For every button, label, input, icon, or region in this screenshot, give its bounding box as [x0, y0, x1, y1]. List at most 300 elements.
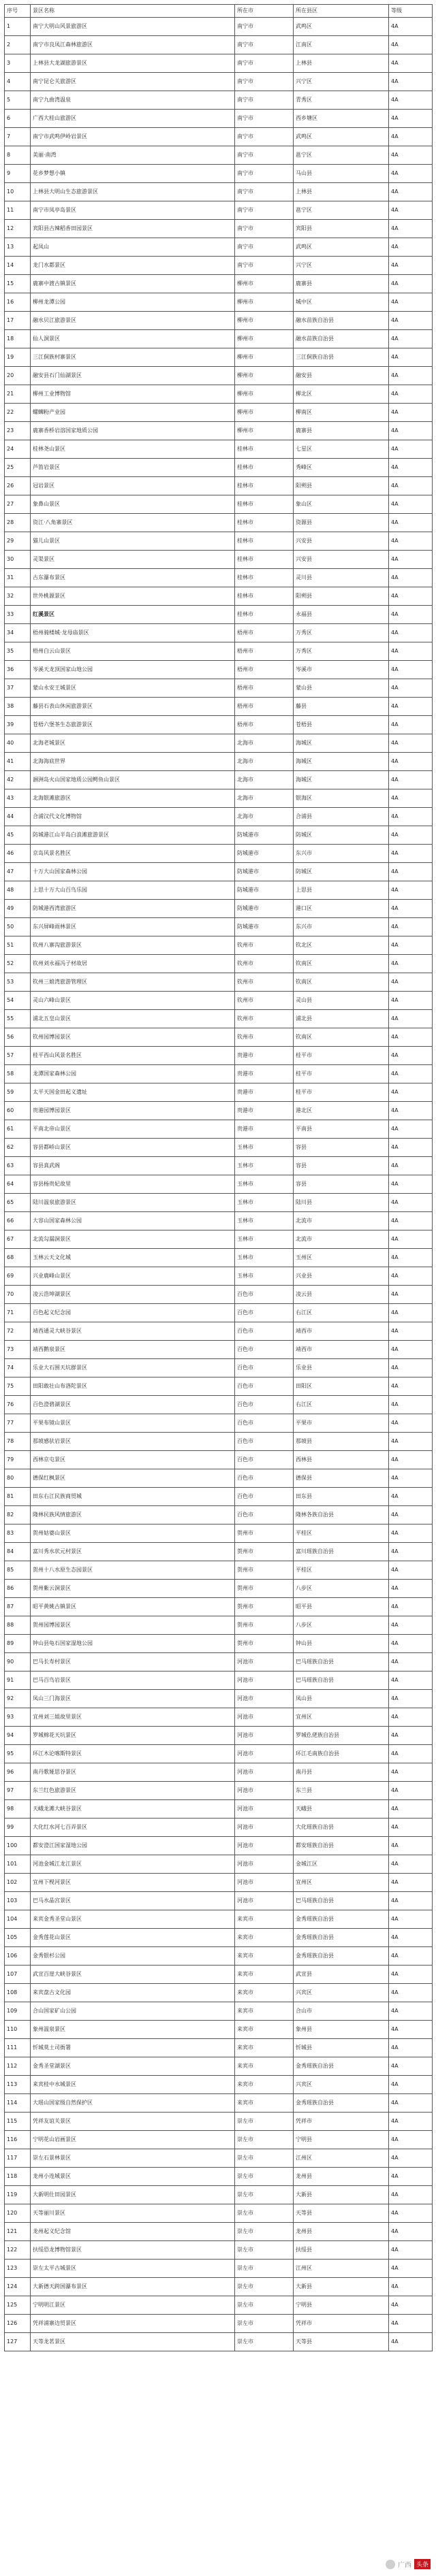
row-serial: 16 — [5, 293, 31, 312]
row-district: 秀峰区 — [294, 459, 389, 477]
row-city: 河池市 — [235, 1653, 294, 1672]
row-serial: 64 — [5, 1175, 31, 1194]
row-grade: 4A — [389, 1047, 433, 1065]
table-row — [5, 110, 433, 128]
row-city: 贺州市 — [235, 1580, 294, 1598]
row-serial: 93 — [5, 1708, 31, 1727]
table-row — [5, 1175, 433, 1194]
table-row — [5, 1800, 433, 1819]
row-city: 桂林市 — [235, 514, 294, 532]
row-grade: 4A — [389, 257, 433, 275]
row-grade: 4A — [389, 495, 433, 514]
row-grade: 4A — [389, 183, 433, 201]
row-grade: 4A — [389, 275, 433, 293]
row-district: 凤山县 — [294, 1690, 389, 1708]
row-city: 梧州市 — [235, 661, 294, 679]
row-serial: 118 — [5, 2168, 31, 2186]
row-spot-name: 都安澄江国家湿地公园 — [31, 1837, 235, 1855]
row-grade: 4A — [389, 1396, 433, 1414]
row-grade: 4A — [389, 2241, 433, 2260]
table-row — [5, 2021, 433, 2039]
row-spot-name: 太平天国金田起义遗址 — [31, 1083, 235, 1102]
row-city: 来宾市 — [235, 1966, 294, 1984]
row-serial: 18 — [5, 330, 31, 348]
row-spot-name: 合山国家矿山公园 — [31, 2002, 235, 2021]
row-district: 金城江区 — [294, 1855, 389, 1874]
row-spot-name: 花乡梦想小镇 — [31, 165, 235, 183]
table-row — [5, 293, 433, 312]
row-city: 河池市 — [235, 1800, 294, 1819]
row-district: 银海区 — [294, 789, 389, 808]
row-spot-name: 南宁九曲湾温泉 — [31, 91, 235, 110]
watermark-label: 广西 — [397, 2562, 411, 2569]
row-serial: 7 — [5, 128, 31, 146]
row-serial: 63 — [5, 1157, 31, 1175]
row-district: 容县 — [294, 1139, 389, 1157]
row-serial: 74 — [5, 1359, 31, 1377]
row-district: 防城区 — [294, 826, 389, 845]
row-spot-name: 凭祥友谊关景区 — [31, 2113, 235, 2131]
row-district: 桂平市 — [294, 1083, 389, 1102]
row-serial: 35 — [5, 642, 31, 661]
row-serial: 102 — [5, 1874, 31, 1892]
row-city: 河池市 — [235, 1819, 294, 1837]
table-row — [5, 514, 433, 532]
row-serial: 49 — [5, 900, 31, 918]
row-grade: 4A — [389, 1616, 433, 1635]
row-district: 北流市 — [294, 1230, 389, 1249]
row-spot-name: 螺蛳粉产业园 — [31, 404, 235, 422]
row-district: 富川瑶族自治县 — [294, 1543, 389, 1561]
row-spot-name: 罗城棉花天坑景区 — [31, 1727, 235, 1745]
row-city: 北海市 — [235, 734, 294, 753]
row-city: 防城港市 — [235, 845, 294, 863]
row-city: 来宾市 — [235, 2076, 294, 2094]
row-serial: 20 — [5, 367, 31, 385]
row-city: 河池市 — [235, 1763, 294, 1782]
row-spot-name: 猫儿山景区 — [31, 532, 235, 551]
row-district: 海城区 — [294, 734, 389, 753]
row-district: 港北区 — [294, 1102, 389, 1120]
row-serial: 105 — [5, 1929, 31, 1947]
row-city: 防城港市 — [235, 900, 294, 918]
table-row — [5, 2149, 433, 2168]
row-city: 梧州市 — [235, 679, 294, 698]
row-city: 崇左市 — [235, 2315, 294, 2333]
row-grade: 4A — [389, 54, 433, 73]
row-district: 罗城仫佬族自治县 — [294, 1727, 389, 1745]
row-district: 三江侗族自治县 — [294, 348, 389, 367]
row-spot-name: 来宾桂中水城景区 — [31, 2076, 235, 2094]
row-city: 贺州市 — [235, 1525, 294, 1543]
row-district: 上林县 — [294, 54, 389, 73]
row-district: 浦北县 — [294, 1010, 389, 1028]
row-spot-name: 崇左太平古城景区 — [31, 2260, 235, 2278]
row-grade: 4A — [389, 1451, 433, 1469]
row-spot-name: 龙州起义纪念馆 — [31, 2223, 235, 2241]
table-row — [5, 753, 433, 771]
table-row — [5, 1947, 433, 1966]
table-row — [5, 2057, 433, 2076]
row-spot-name: 大化红水河七百弄景区 — [31, 1819, 235, 1837]
row-serial: 89 — [5, 1635, 31, 1653]
table-row — [5, 1286, 433, 1304]
row-district: 昭平县 — [294, 1598, 389, 1616]
row-city: 柳州市 — [235, 404, 294, 422]
row-city: 河池市 — [235, 1708, 294, 1727]
row-serial: 33 — [5, 606, 31, 624]
row-city: 柳州市 — [235, 367, 294, 385]
row-spot-name: 龙门水都景区 — [31, 257, 235, 275]
row-serial: 109 — [5, 2002, 31, 2021]
row-city: 崇左市 — [235, 2204, 294, 2223]
table-row — [5, 1341, 433, 1359]
row-spot-name: 红溪景区 — [31, 606, 235, 624]
row-spot-name: 融水贝江旅游景区 — [31, 312, 235, 330]
row-spot-name: 上思十万大山百鸟乐园 — [31, 881, 235, 900]
row-serial: 124 — [5, 2278, 31, 2296]
row-grade: 4A — [389, 2278, 433, 2296]
table-row — [5, 385, 433, 404]
row-district: 桂平市 — [294, 1065, 389, 1083]
row-grade: 4A — [389, 1506, 433, 1525]
row-city: 来宾市 — [235, 1947, 294, 1966]
table-row — [5, 367, 433, 385]
row-grade: 4A — [389, 955, 433, 973]
row-serial: 30 — [5, 551, 31, 569]
row-serial: 12 — [5, 220, 31, 238]
table-row — [5, 2278, 433, 2296]
row-serial: 9 — [5, 165, 31, 183]
row-serial: 4 — [5, 73, 31, 91]
row-city: 南宁市 — [235, 110, 294, 128]
row-city: 柳州市 — [235, 330, 294, 348]
row-district: 武鸣区 — [294, 128, 389, 146]
table-row — [5, 257, 433, 275]
scenic-spot-table — [4, 4, 433, 2351]
row-district: 海城区 — [294, 753, 389, 771]
row-serial: 100 — [5, 1837, 31, 1855]
table-row — [5, 1819, 433, 1837]
row-district: 灵山县 — [294, 992, 389, 1010]
table-row — [5, 2204, 433, 2223]
row-spot-name: 十万大山国家森林公园 — [31, 863, 235, 881]
row-serial: 13 — [5, 238, 31, 257]
row-district: 德保县 — [294, 1469, 389, 1488]
row-serial: 47 — [5, 863, 31, 881]
table-row — [5, 312, 433, 330]
row-serial: 38 — [5, 698, 31, 716]
row-grade: 4A — [389, 1065, 433, 1083]
row-district: 资源县 — [294, 514, 389, 532]
row-serial: 51 — [5, 936, 31, 955]
row-city: 桂林市 — [235, 440, 294, 459]
row-city: 玉林市 — [235, 1212, 294, 1230]
row-serial: 42 — [5, 771, 31, 789]
row-grade: 4A — [389, 1763, 433, 1782]
row-district: 大新县 — [294, 2186, 389, 2204]
table-row — [5, 1745, 433, 1763]
row-district: 钦南区 — [294, 973, 389, 992]
row-spot-name: 容县真武阁 — [31, 1157, 235, 1175]
row-serial: 87 — [5, 1598, 31, 1616]
row-spot-name: 平南北帝山景区 — [31, 1120, 235, 1139]
row-city: 玉林市 — [235, 1267, 294, 1286]
row-district: 右江区 — [294, 1396, 389, 1414]
row-grade: 4A — [389, 734, 433, 753]
row-grade: 4A — [389, 91, 433, 110]
row-city: 北海市 — [235, 753, 294, 771]
row-spot-name: 贺州十八水原生态园景区 — [31, 1561, 235, 1580]
table-row — [5, 275, 433, 293]
table-row — [5, 881, 433, 900]
header-city: 所在市 — [235, 5, 294, 18]
row-city: 崇左市 — [235, 2223, 294, 2241]
row-city: 来宾市 — [235, 2002, 294, 2021]
header-serial: 序号 — [5, 5, 31, 18]
row-spot-name: 芦笛岩景区 — [31, 459, 235, 477]
row-city: 柳州市 — [235, 275, 294, 293]
table-row — [5, 54, 433, 73]
row-spot-name: 防城港江山半岛白浪滩旅游景区 — [31, 826, 235, 845]
row-grade: 4A — [389, 661, 433, 679]
table-row — [5, 459, 433, 477]
table-row — [5, 330, 433, 348]
row-district: 邕宁区 — [294, 201, 389, 220]
row-spot-name: 灵渠景区 — [31, 551, 235, 569]
table-row — [5, 1506, 433, 1525]
row-grade: 4A — [389, 1322, 433, 1341]
row-grade: 4A — [389, 606, 433, 624]
row-serial: 3 — [5, 54, 31, 73]
row-spot-name: 上林县大龙湖旅游景区 — [31, 54, 235, 73]
row-district: 藤县 — [294, 698, 389, 716]
row-district: 靖西市 — [294, 1322, 389, 1341]
row-spot-name: 东兴屏峰雨林景区 — [31, 918, 235, 936]
row-district: 武宣县 — [294, 1966, 389, 1984]
row-city: 来宾市 — [235, 2021, 294, 2039]
row-spot-name: 贺州紫云洞景区 — [31, 1580, 235, 1598]
row-district: 都安瑶族自治县 — [294, 1837, 389, 1855]
row-city: 北海市 — [235, 771, 294, 789]
row-district: 七星区 — [294, 440, 389, 459]
table-row — [5, 551, 433, 569]
row-serial: 15 — [5, 275, 31, 293]
row-grade: 4A — [389, 642, 433, 661]
row-city: 百色市 — [235, 1286, 294, 1304]
row-spot-name: 桂林尧山景区 — [31, 440, 235, 459]
row-district: 八步区 — [294, 1580, 389, 1598]
row-serial: 125 — [5, 2296, 31, 2315]
watermark-tag: 头条 — [414, 2559, 431, 2569]
row-city: 梧州市 — [235, 642, 294, 661]
row-district: 江州区 — [294, 2149, 389, 2168]
row-spot-name: 宜州刘三姐故里景区 — [31, 1708, 235, 1727]
row-spot-name: 贵港园博园景区 — [31, 1102, 235, 1120]
row-serial: 31 — [5, 569, 31, 587]
row-serial: 92 — [5, 1690, 31, 1708]
table-row — [5, 1230, 433, 1249]
row-grade: 4A — [389, 1267, 433, 1286]
row-spot-name: 鹿寨香桥岩溶国家地质公园 — [31, 422, 235, 440]
row-serial: 121 — [5, 2223, 31, 2241]
row-grade: 4A — [389, 771, 433, 789]
table-row — [5, 2076, 433, 2094]
row-district: 城中区 — [294, 293, 389, 312]
table-row — [5, 826, 433, 845]
row-grade: 4A — [389, 2021, 433, 2039]
row-district: 融水苗族自治县 — [294, 330, 389, 348]
row-spot-name: 金秀圣堂湖景区 — [31, 2057, 235, 2076]
row-city: 南宁市 — [235, 36, 294, 54]
row-grade: 4A — [389, 1672, 433, 1690]
row-spot-name: 容县都峤山景区 — [31, 1139, 235, 1157]
table-row — [5, 1837, 433, 1855]
table-row — [5, 1616, 433, 1635]
row-serial: 57 — [5, 1047, 31, 1065]
row-grade: 4A — [389, 569, 433, 587]
row-city: 崇左市 — [235, 2278, 294, 2296]
row-serial: 17 — [5, 312, 31, 330]
row-city: 钦州市 — [235, 992, 294, 1010]
table-row — [5, 716, 433, 734]
row-district: 乐业县 — [294, 1359, 389, 1377]
table-row — [5, 1194, 433, 1212]
row-grade: 4A — [389, 1157, 433, 1175]
row-district: 龙州县 — [294, 2223, 389, 2241]
row-serial: 70 — [5, 1286, 31, 1304]
row-serial: 84 — [5, 1543, 31, 1561]
row-serial: 79 — [5, 1451, 31, 1469]
table-row — [5, 1543, 433, 1561]
row-grade: 4A — [389, 992, 433, 1010]
row-city: 玉林市 — [235, 1194, 294, 1212]
row-serial: 127 — [5, 2333, 31, 2351]
row-serial: 45 — [5, 826, 31, 845]
table-row — [5, 1451, 433, 1469]
watermark-logo-icon — [386, 2560, 395, 2569]
row-serial: 27 — [5, 495, 31, 514]
row-grade: 4A — [389, 551, 433, 569]
row-grade: 4A — [389, 1598, 433, 1616]
row-district: 柳北区 — [294, 385, 389, 404]
row-district: 宜州区 — [294, 1874, 389, 1892]
row-grade: 4A — [389, 36, 433, 54]
row-serial: 58 — [5, 1065, 31, 1083]
row-grade: 4A — [389, 845, 433, 863]
row-district: 钦南区 — [294, 955, 389, 973]
header-grade: 等级 — [389, 5, 433, 18]
row-spot-name: 来宾盘古文化园 — [31, 1984, 235, 2002]
row-spot-name: 兴业鹿峰山景区 — [31, 1267, 235, 1286]
row-serial: 44 — [5, 808, 31, 826]
row-spot-name: 容县杨贵妃故里 — [31, 1175, 235, 1194]
row-city: 钦州市 — [235, 955, 294, 973]
row-grade: 4A — [389, 514, 433, 532]
row-district: 金秀瑶族自治县 — [294, 1947, 389, 1966]
row-city: 来宾市 — [235, 1984, 294, 2002]
row-district: 兴安县 — [294, 532, 389, 551]
row-serial: 11 — [5, 201, 31, 220]
table-row — [5, 734, 433, 753]
row-district: 兴安县 — [294, 551, 389, 569]
row-city: 南宁市 — [235, 146, 294, 165]
row-serial: 119 — [5, 2186, 31, 2204]
row-serial: 1 — [5, 18, 31, 36]
row-spot-name: 合浦汉代文化博物馆 — [31, 808, 235, 826]
row-grade: 4A — [389, 900, 433, 918]
row-grade: 4A — [389, 459, 433, 477]
row-serial: 72 — [5, 1322, 31, 1341]
table-row — [5, 495, 433, 514]
table-row — [5, 201, 433, 220]
table-row — [5, 642, 433, 661]
scenic-spot-list-sheet — [4, 4, 432, 2351]
row-spot-name: 广西大桂山旅游区 — [31, 110, 235, 128]
table-row — [5, 936, 433, 955]
row-serial: 112 — [5, 2057, 31, 2076]
row-serial: 55 — [5, 1010, 31, 1028]
row-grade: 4A — [389, 1635, 433, 1653]
table-row — [5, 2223, 433, 2241]
row-grade: 4A — [389, 2333, 433, 2351]
row-city: 桂林市 — [235, 532, 294, 551]
row-grade: 4A — [389, 679, 433, 698]
row-city: 来宾市 — [235, 1910, 294, 1929]
row-city: 梧州市 — [235, 698, 294, 716]
row-grade: 4A — [389, 1543, 433, 1561]
row-district: 忻城县 — [294, 2039, 389, 2057]
row-grade: 4A — [389, 2204, 433, 2223]
table-row — [5, 404, 433, 422]
table-row — [5, 1414, 433, 1433]
row-city: 钦州市 — [235, 936, 294, 955]
row-city: 河池市 — [235, 1892, 294, 1910]
row-serial: 5 — [5, 91, 31, 110]
row-district: 合山市 — [294, 2002, 389, 2021]
row-district: 大化瑶族自治县 — [294, 1819, 389, 1837]
row-district: 邕宁区 — [294, 146, 389, 165]
table-row — [5, 1782, 433, 1800]
row-city: 南宁市 — [235, 257, 294, 275]
table-row — [5, 1727, 433, 1745]
row-serial: 104 — [5, 1910, 31, 1929]
row-district: 万秀区 — [294, 624, 389, 642]
row-serial: 90 — [5, 1653, 31, 1672]
row-city: 南宁市 — [235, 73, 294, 91]
table-row — [5, 2131, 433, 2149]
row-city: 崇左市 — [235, 2241, 294, 2260]
row-district: 柳南区 — [294, 404, 389, 422]
row-grade: 4A — [389, 293, 433, 312]
row-city: 崇左市 — [235, 2260, 294, 2278]
row-grade: 4A — [389, 753, 433, 771]
row-city: 百色市 — [235, 1506, 294, 1525]
row-city: 贺州市 — [235, 1616, 294, 1635]
table-row — [5, 1120, 433, 1139]
row-grade: 4A — [389, 1028, 433, 1047]
row-grade: 4A — [389, 367, 433, 385]
row-city: 来宾市 — [235, 2057, 294, 2076]
row-district: 鹿寨县 — [294, 422, 389, 440]
row-serial: 94 — [5, 1727, 31, 1745]
table-row — [5, 624, 433, 642]
row-district: 巴马瑶族自治县 — [294, 1653, 389, 1672]
table-row — [5, 1322, 433, 1341]
watermark — [386, 2559, 431, 2569]
row-grade: 4A — [389, 1929, 433, 1947]
row-city: 崇左市 — [235, 2168, 294, 2186]
